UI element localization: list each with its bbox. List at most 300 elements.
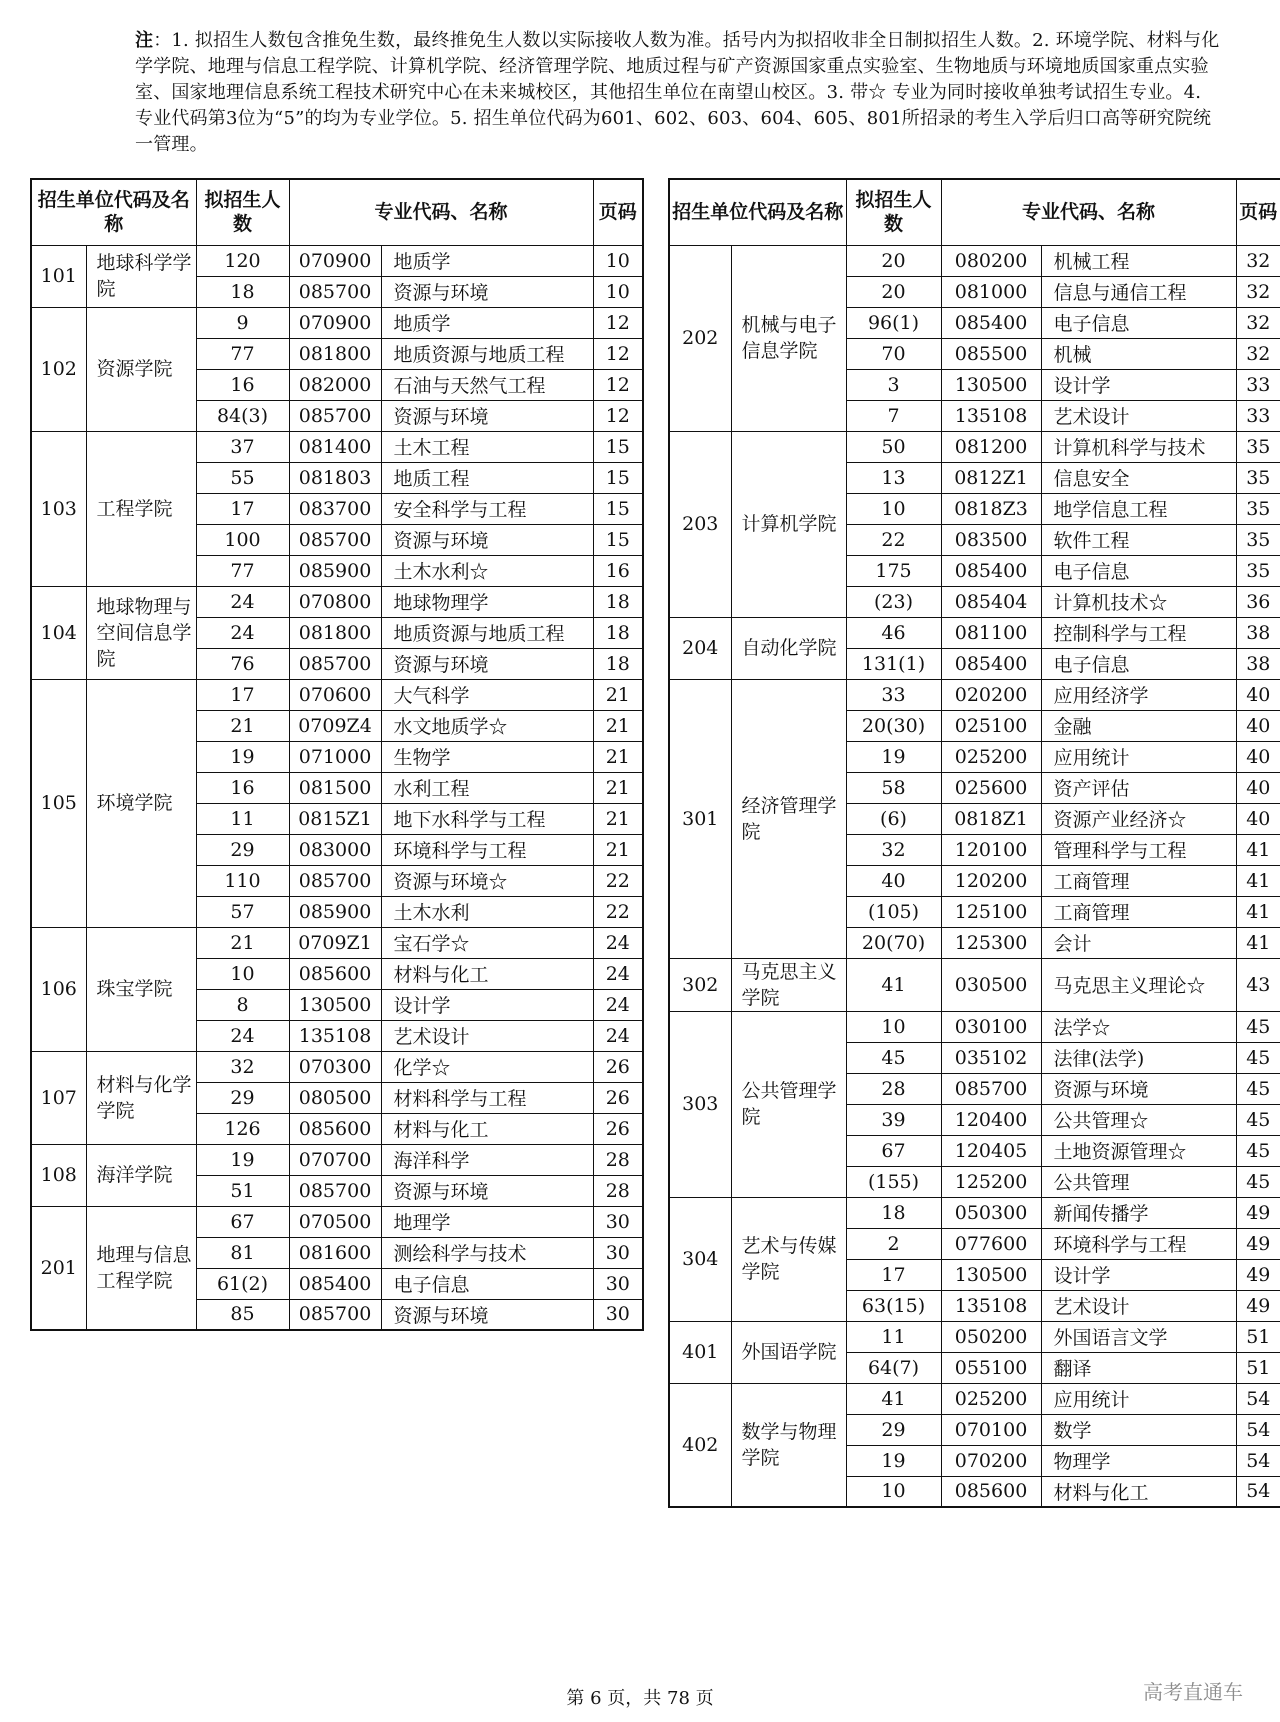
table-row	[669, 679, 1280, 710]
planned-count: 50	[846, 431, 941, 462]
planned-count: 20(70)	[846, 927, 941, 958]
unit-code: 202	[669, 245, 731, 431]
unit-name: 工程学院	[86, 431, 196, 586]
page-number: 49	[1236, 1259, 1280, 1290]
planned-count: 85	[196, 1299, 289, 1330]
major-name: 计算机技术☆	[1041, 586, 1236, 617]
planned-count: (6)	[846, 803, 941, 834]
major-code: 070300	[289, 1051, 381, 1082]
planned-count: 19	[196, 1144, 289, 1175]
major-name: 材料与化工	[381, 1113, 593, 1144]
major-name: 地质学	[381, 245, 593, 276]
planned-count: 7	[846, 400, 941, 431]
page-number: 49	[1236, 1228, 1280, 1259]
planned-count: 37	[196, 431, 289, 462]
planned-count: 100	[196, 524, 289, 555]
major-code: 081200	[941, 431, 1041, 462]
major-code: 025200	[941, 741, 1041, 772]
major-code: 070500	[289, 1206, 381, 1237]
major-code: 081800	[289, 338, 381, 369]
unit-name: 地球物理与空间信息学院	[86, 586, 196, 679]
major-code: 085400	[941, 648, 1041, 679]
header-major: 专业代码、名称	[941, 179, 1236, 245]
major-name: 材料与化工	[1041, 1476, 1236, 1507]
major-name: 应用统计	[1041, 1383, 1236, 1414]
page-number: 54	[1236, 1383, 1280, 1414]
major-name: 环境科学与工程	[1041, 1228, 1236, 1259]
enrollment-table-left	[30, 178, 644, 1331]
major-name: 地理学	[381, 1206, 593, 1237]
table-row	[31, 1206, 643, 1237]
planned-count: 10	[846, 1011, 941, 1042]
major-code: 083700	[289, 493, 381, 524]
major-name: 设计学	[381, 989, 593, 1020]
planned-count: 41	[846, 958, 941, 1011]
table-row	[669, 958, 1280, 1011]
major-name: 设计学	[1041, 1259, 1236, 1290]
major-code: 0815Z1	[289, 803, 381, 834]
major-code: 130500	[941, 1259, 1041, 1290]
planned-count: 67	[196, 1206, 289, 1237]
major-code: 085700	[289, 1175, 381, 1206]
planned-count: 17	[196, 493, 289, 524]
major-code: 085700	[289, 865, 381, 896]
major-code: 030500	[941, 958, 1041, 1011]
planned-count: 20	[846, 276, 941, 307]
planned-count: 61(2)	[196, 1268, 289, 1299]
header-major: 专业代码、名称	[289, 179, 593, 245]
major-code: 085900	[289, 555, 381, 586]
major-code: 081400	[289, 431, 381, 462]
table-row	[669, 431, 1280, 462]
major-name: 土地资源管理☆	[1041, 1135, 1236, 1166]
header-count: 拟招生人数	[196, 179, 289, 245]
page-number: 51	[1236, 1321, 1280, 1352]
page-number: 38	[1236, 648, 1280, 679]
planned-count: 32	[196, 1051, 289, 1082]
planned-count: 57	[196, 896, 289, 927]
table-row	[31, 586, 643, 617]
page-number: 30	[593, 1299, 643, 1330]
major-name: 资源与环境	[381, 524, 593, 555]
major-name: 地质资源与地质工程	[381, 617, 593, 648]
page-number: 45	[1236, 1135, 1280, 1166]
page-number: 54	[1236, 1445, 1280, 1476]
major-code: 025200	[941, 1383, 1041, 1414]
major-name: 电子信息	[1041, 555, 1236, 586]
page-number: 35	[1236, 493, 1280, 524]
major-code: 070600	[289, 679, 381, 710]
page-number: 33	[1236, 369, 1280, 400]
page-number: 26	[593, 1113, 643, 1144]
page-number: 15	[593, 493, 643, 524]
major-code: 025100	[941, 710, 1041, 741]
page-number: 18	[593, 586, 643, 617]
major-code: 071000	[289, 741, 381, 772]
major-name: 物理学	[1041, 1445, 1236, 1476]
unit-name: 地理与信息工程学院	[86, 1206, 196, 1330]
page-number: 45	[1236, 1011, 1280, 1042]
major-name: 大气科学	[381, 679, 593, 710]
major-name: 法学☆	[1041, 1011, 1236, 1042]
major-code: 085600	[289, 958, 381, 989]
page-number: 41	[1236, 896, 1280, 927]
major-code: 085400	[941, 555, 1041, 586]
table-row	[31, 431, 643, 462]
page-number: 38	[1236, 617, 1280, 648]
planned-count: 45	[846, 1042, 941, 1073]
planned-count: 76	[196, 648, 289, 679]
unit-code: 101	[31, 245, 86, 307]
planned-count: 24	[196, 1020, 289, 1051]
unit-name: 材料与化学学院	[86, 1051, 196, 1144]
table-row	[669, 1321, 1280, 1352]
page-number: 49	[1236, 1197, 1280, 1228]
header-count: 拟招生人数	[846, 179, 941, 245]
planned-count: 67	[846, 1135, 941, 1166]
major-name: 艺术设计	[381, 1020, 593, 1051]
major-name: 水利工程	[381, 772, 593, 803]
major-name: 资源与环境	[381, 1299, 593, 1330]
planned-count: 11	[846, 1321, 941, 1352]
major-code: 080200	[941, 245, 1041, 276]
unit-code: 102	[31, 307, 86, 431]
page-number: 10	[593, 276, 643, 307]
page-number: 35	[1236, 555, 1280, 586]
major-code: 070900	[289, 245, 381, 276]
major-code: 125300	[941, 927, 1041, 958]
major-name: 控制科学与工程	[1041, 617, 1236, 648]
major-name: 地下水科学与工程	[381, 803, 593, 834]
planned-count: 39	[846, 1104, 941, 1135]
planned-count: 29	[196, 834, 289, 865]
enrollment-table-right	[668, 178, 1280, 1508]
page-number: 15	[593, 431, 643, 462]
planned-count: 96(1)	[846, 307, 941, 338]
major-code: 077600	[941, 1228, 1041, 1259]
table-row	[669, 245, 1280, 276]
major-code: 070200	[941, 1445, 1041, 1476]
major-code: 025600	[941, 772, 1041, 803]
page-number: 18	[593, 617, 643, 648]
major-code: 085700	[941, 1073, 1041, 1104]
page-number: 40	[1236, 772, 1280, 803]
major-name: 资源与环境	[381, 276, 593, 307]
unit-name: 数学与物理学院	[731, 1383, 846, 1507]
planned-count: 3	[846, 369, 941, 400]
planned-count: 9	[196, 307, 289, 338]
planned-count: 2	[846, 1228, 941, 1259]
major-code: 035102	[941, 1042, 1041, 1073]
major-code: 085404	[941, 586, 1041, 617]
page-number: 24	[593, 1020, 643, 1051]
planned-count: 8	[196, 989, 289, 1020]
header-page: 页码	[1236, 179, 1280, 245]
page-number: 28	[593, 1144, 643, 1175]
major-code: 085600	[289, 1113, 381, 1144]
major-name: 资源与环境	[381, 648, 593, 679]
major-code: 070100	[941, 1414, 1041, 1445]
header-unit: 招生单位代码及名称	[669, 179, 846, 245]
planned-count: 70	[846, 338, 941, 369]
page-number: 45	[1236, 1073, 1280, 1104]
major-name: 公共管理	[1041, 1166, 1236, 1197]
major-name: 资源产业经济☆	[1041, 803, 1236, 834]
page-number: 12	[593, 400, 643, 431]
page-number: 36	[1236, 586, 1280, 617]
major-name: 安全科学与工程	[381, 493, 593, 524]
table-row	[669, 617, 1280, 648]
page-number: 45	[1236, 1166, 1280, 1197]
unit-code: 201	[31, 1206, 86, 1330]
unit-name: 马克思主义学院	[731, 958, 846, 1011]
planned-count: 20	[846, 245, 941, 276]
unit-name: 环境学院	[86, 679, 196, 927]
major-code: 081800	[289, 617, 381, 648]
major-code: 120100	[941, 834, 1041, 865]
unit-code: 104	[31, 586, 86, 679]
planned-count: 24	[196, 586, 289, 617]
planned-count: 175	[846, 555, 941, 586]
major-name: 地质学	[381, 307, 593, 338]
major-code: 135108	[289, 1020, 381, 1051]
table-row	[31, 1144, 643, 1175]
major-code: 120405	[941, 1135, 1041, 1166]
major-code: 085700	[289, 276, 381, 307]
table-row	[31, 245, 643, 276]
unit-code: 402	[669, 1383, 731, 1507]
planned-count: 29	[846, 1414, 941, 1445]
major-code: 135108	[941, 1290, 1041, 1321]
major-code: 082000	[289, 369, 381, 400]
planned-count: 77	[196, 338, 289, 369]
page-number: 51	[1236, 1352, 1280, 1383]
planned-count: (105)	[846, 896, 941, 927]
page-number: 54	[1236, 1414, 1280, 1445]
page-number: 32	[1236, 245, 1280, 276]
header-page: 页码	[593, 179, 643, 245]
planned-count: 32	[846, 834, 941, 865]
page-number: 35	[1236, 431, 1280, 462]
major-code: 0812Z1	[941, 462, 1041, 493]
page-number: 15	[593, 524, 643, 555]
major-name: 材料科学与工程	[381, 1082, 593, 1113]
page-number: 30	[593, 1206, 643, 1237]
unit-code: 107	[31, 1051, 86, 1144]
major-code: 081500	[289, 772, 381, 803]
major-code: 120200	[941, 865, 1041, 896]
page-number: 33	[1236, 400, 1280, 431]
major-code: 085600	[941, 1476, 1041, 1507]
major-code: 0818Z3	[941, 493, 1041, 524]
unit-code: 203	[669, 431, 731, 617]
major-name: 信息安全	[1041, 462, 1236, 493]
major-name: 计算机科学与技术	[1041, 431, 1236, 462]
major-name: 电子信息	[381, 1268, 593, 1299]
major-code: 085400	[941, 307, 1041, 338]
unit-code: 106	[31, 927, 86, 1051]
major-name: 法律(法学)	[1041, 1042, 1236, 1073]
page-number: 26	[593, 1082, 643, 1113]
page-number: 32	[1236, 276, 1280, 307]
major-name: 资源与环境☆	[381, 865, 593, 896]
major-name: 土木工程	[381, 431, 593, 462]
major-code: 085400	[289, 1268, 381, 1299]
page-number: 24	[593, 958, 643, 989]
major-name: 翻译	[1041, 1352, 1236, 1383]
planned-count: 120	[196, 245, 289, 276]
planned-count: 20(30)	[846, 710, 941, 741]
table-row	[31, 679, 643, 710]
page-number: 41	[1236, 834, 1280, 865]
page-number: 40	[1236, 710, 1280, 741]
planned-count: 64(7)	[846, 1352, 941, 1383]
page-number: 15	[593, 462, 643, 493]
major-name: 水文地质学☆	[381, 710, 593, 741]
major-name: 环境科学与工程	[381, 834, 593, 865]
major-code: 070800	[289, 586, 381, 617]
major-code: 020200	[941, 679, 1041, 710]
planned-count: 18	[196, 276, 289, 307]
planned-count: 21	[196, 710, 289, 741]
page-number: 18	[593, 648, 643, 679]
planned-count: 63(15)	[846, 1290, 941, 1321]
unit-name: 自动化学院	[731, 617, 846, 679]
planned-count: 51	[196, 1175, 289, 1206]
page-number: 32	[1236, 307, 1280, 338]
planned-count: 84(3)	[196, 400, 289, 431]
page-number: 28	[593, 1175, 643, 1206]
major-code: 125100	[941, 896, 1041, 927]
major-name: 材料与化工	[381, 958, 593, 989]
unit-name: 外国语学院	[731, 1321, 846, 1383]
planned-count: 13	[846, 462, 941, 493]
major-code: 0709Z4	[289, 710, 381, 741]
page-number: 21	[593, 834, 643, 865]
major-code: 080500	[289, 1082, 381, 1113]
major-name: 资源与环境	[381, 1175, 593, 1206]
planned-count: 10	[846, 493, 941, 524]
major-name: 资源与环境	[381, 400, 593, 431]
table-row	[31, 1051, 643, 1082]
major-code: 085500	[941, 338, 1041, 369]
page-number: 40	[1236, 803, 1280, 834]
planned-count: 131(1)	[846, 648, 941, 679]
page-number: 12	[593, 307, 643, 338]
major-code: 120400	[941, 1104, 1041, 1135]
table-header-row	[31, 179, 643, 245]
unit-code: 303	[669, 1011, 731, 1197]
planned-count: 28	[846, 1073, 941, 1104]
note-label: 注	[135, 30, 154, 51]
planned-count: 18	[846, 1197, 941, 1228]
table-row	[669, 1011, 1280, 1042]
planned-count: 29	[196, 1082, 289, 1113]
major-name: 测绘科学与技术	[381, 1237, 593, 1268]
page-number: 26	[593, 1051, 643, 1082]
page-number: 21	[593, 710, 643, 741]
page-number: 41	[1236, 927, 1280, 958]
major-name: 地质资源与地质工程	[381, 338, 593, 369]
major-name: 工商管理	[1041, 865, 1236, 896]
major-name: 新闻传播学	[1041, 1197, 1236, 1228]
unit-code: 304	[669, 1197, 731, 1321]
major-name: 土木水利☆	[381, 555, 593, 586]
planned-count: 17	[196, 679, 289, 710]
major-name: 信息与通信工程	[1041, 276, 1236, 307]
page-number: 35	[1236, 462, 1280, 493]
major-name: 软件工程	[1041, 524, 1236, 555]
major-name: 机械工程	[1041, 245, 1236, 276]
page-number: 21	[593, 679, 643, 710]
page-number: 45	[1236, 1042, 1280, 1073]
planned-count: 40	[846, 865, 941, 896]
major-code: 125200	[941, 1166, 1041, 1197]
planned-count: 33	[846, 679, 941, 710]
planned-count: 55	[196, 462, 289, 493]
major-code: 070700	[289, 1144, 381, 1175]
major-name: 公共管理☆	[1041, 1104, 1236, 1135]
table-row	[669, 1383, 1280, 1414]
page-number: 35	[1236, 524, 1280, 555]
planned-count: 10	[846, 1476, 941, 1507]
page-number: 30	[593, 1237, 643, 1268]
planned-count: 19	[846, 741, 941, 772]
major-code: 055100	[941, 1352, 1041, 1383]
major-name: 艺术设计	[1041, 400, 1236, 431]
page-number: 49	[1236, 1290, 1280, 1321]
unit-name: 机械与电子信息学院	[731, 245, 846, 431]
unit-name: 海洋学院	[86, 1144, 196, 1206]
major-code: 030100	[941, 1011, 1041, 1042]
major-name: 机械	[1041, 338, 1236, 369]
major-code: 085700	[289, 524, 381, 555]
major-code: 135108	[941, 400, 1041, 431]
planned-count: (23)	[846, 586, 941, 617]
page-number: 21	[593, 741, 643, 772]
major-name: 设计学	[1041, 369, 1236, 400]
planned-count: 21	[196, 927, 289, 958]
page-footer: 第 6 页，共 78 页	[566, 1688, 714, 1709]
page-number: 40	[1236, 741, 1280, 772]
table-row	[669, 1197, 1280, 1228]
planned-count: 41	[846, 1383, 941, 1414]
major-name: 生物学	[381, 741, 593, 772]
major-name: 地学信息工程	[1041, 493, 1236, 524]
major-name: 资产评估	[1041, 772, 1236, 803]
major-name: 化学☆	[381, 1051, 593, 1082]
major-code: 085900	[289, 896, 381, 927]
major-code: 0818Z1	[941, 803, 1041, 834]
planned-count: 81	[196, 1237, 289, 1268]
note-text: ：1. 拟招生人数包含推免生数，最终推免生人数以实际接收人数为准。括号内为拟招收非全日制拟招生人数。2. 环境学院、材料与化学学院、地理与信息工程学院、计算机学院、经济管理学院、地质过程与矿产资源国家重点实验室、生物地质与环境地质国家重点实验室、国家地理信息系统工程技术研究中心在未来城校区，其他招生单位在南望山校区。3. 带☆ 专业为同时接收单独考试招生专业。4. 专业代码第3位为“5”的均为专业学位。5. 招生单位代码为601、602、603、604、605、801所招录的考生入学后归口高等研究院统一管理。	[135, 30, 1220, 155]
major-code: 081803	[289, 462, 381, 493]
page-number: 24	[593, 927, 643, 958]
note-paragraph	[135, 28, 1225, 158]
planned-count: 19	[196, 741, 289, 772]
unit-name: 艺术与传媒学院	[731, 1197, 846, 1321]
page-number: 12	[593, 369, 643, 400]
unit-name: 珠宝学院	[86, 927, 196, 1051]
major-code: 050300	[941, 1197, 1041, 1228]
unit-code: 302	[669, 958, 731, 1011]
planned-count: 77	[196, 555, 289, 586]
major-name: 石油与天然气工程	[381, 369, 593, 400]
page-number: 43	[1236, 958, 1280, 1011]
major-code: 130500	[941, 369, 1041, 400]
major-code: 050200	[941, 1321, 1041, 1352]
page-number: 40	[1236, 679, 1280, 710]
